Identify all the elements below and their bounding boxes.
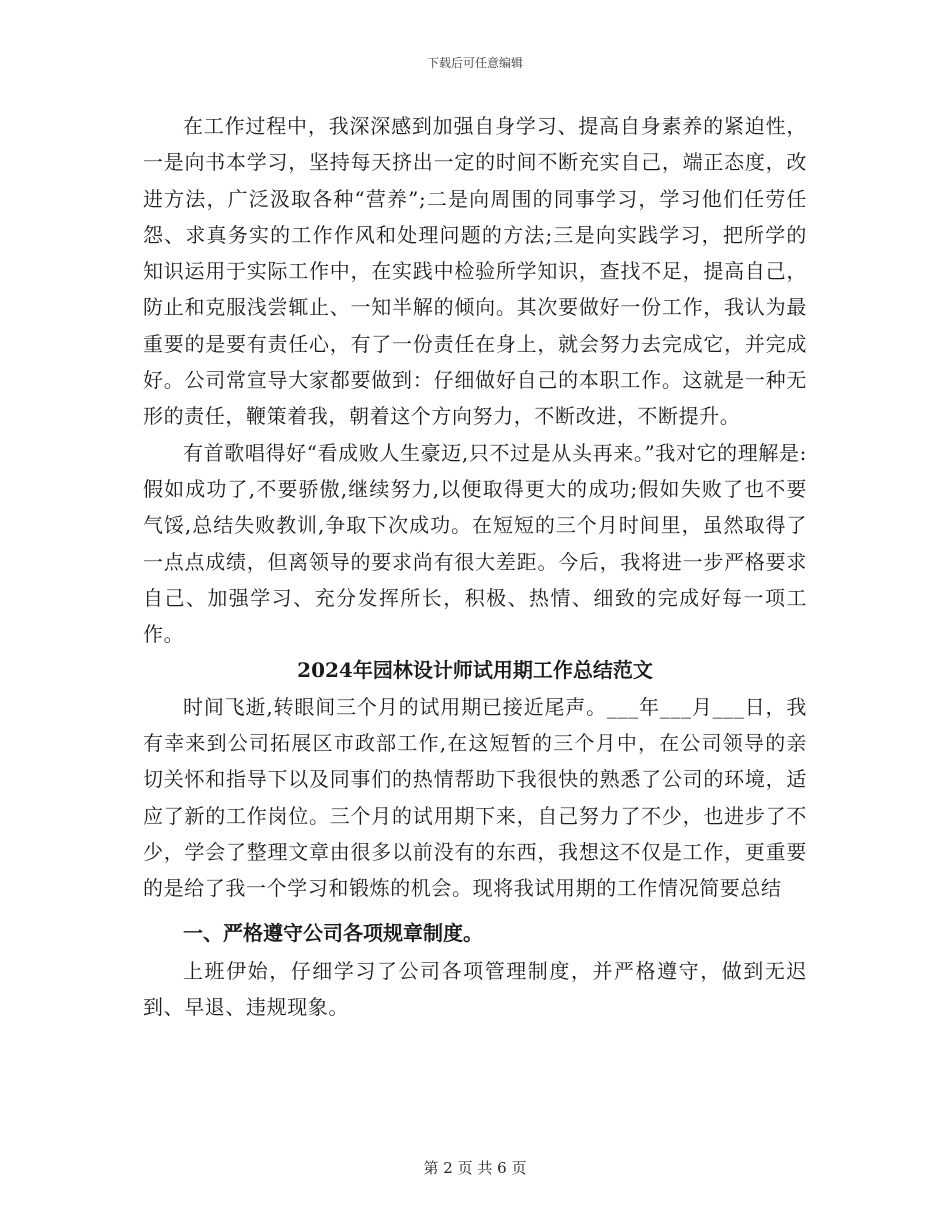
download-note: 下载后可任意编辑 xyxy=(426,56,523,70)
document-body xyxy=(143,108,807,1025)
page-number: 第 2 页 共 6 页 xyxy=(423,1159,527,1177)
document-title: 2024年园林设计师试用期工作总结范文 xyxy=(297,658,653,683)
body-paragraph: 有首歌唱得好“看成败人生豪迈,只不过是从头再来。”我对它的理解是:假如成功了,不要骄傲,继续努力,以便取得更大的成功;假如失败了也不要气馁,总结失败教训,争取下次成功。在短短的三个月时间里，虽然取得了一点点成绩，但离领导的要求尚有很大差距。今后，我将进一步严格要求自己、加强学习、充分发挥所长，积极、热情、细致的完成好每一项工作。 xyxy=(143,440,807,647)
body-paragraph: 时间飞逝,转眼间三个月的试用期已接近尾声。___年___月___日，我有幸来到公司拓展区市政部工作,在这短暂的三个月中，在公司领导的亲切关怀和指导下以及同事们的热情帮助下我很快的熟悉了公司的环境，适应了新的工作岗位。三个月的试用期下来，自己努力了不少，也进步了不少，学会了整理文章由很多以前没有的东西，我想这不仅是工作，更重要的是给了我一个学习和锻炼的机会。现将我试用期的工作情况简要总结 xyxy=(143,694,807,901)
body-paragraph: 上班伊始，仔细学习了公司各项管理制度，并严格遵守，做到无迟到、早退、违规现象。 xyxy=(143,958,807,1019)
body-paragraph: 在工作过程中，我深深感到加强自身学习、提高自身素养的紧迫性，一是向书本学习，坚持每天挤出一定的时间不断充实自己，端正态度，改进方法，广泛汲取各种“营养”;二是向周围的同事学习，学习他们任劳任怨、求真务实的工作作风和处理问题的方法;三是向实践学习，把所学的知识运用于实际工作中，在实践中检验所学知识，查找不足，提高自己，防止和克服浅尝辄止、一知半解的倾向。其次要做好一份工作，我认为最重要的是要有责任心，有了一份责任在身上，就会努力去完成它，并完成好。公司常宣导大家都要做到：仔细做好自己的本职工作。这就是一种无形的责任，鞭策着我，朝着这个方向努力，不断改进，不断提升。 xyxy=(143,114,807,429)
section-heading: 一、严格遵守公司各项规章制度。 xyxy=(183,920,483,945)
